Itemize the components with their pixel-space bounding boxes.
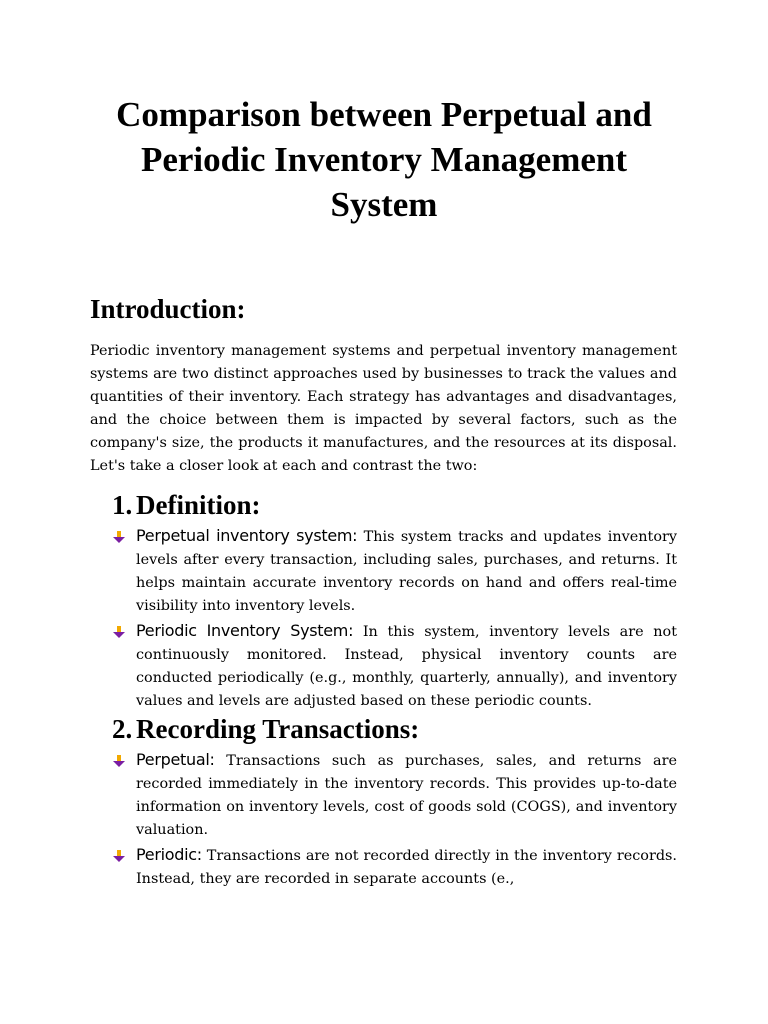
section-heading-recording-transactions bbox=[112, 712, 419, 746]
section-number: 2. bbox=[112, 714, 133, 744]
introduction-heading: Introduction: bbox=[90, 294, 246, 324]
section-number: 1. bbox=[112, 490, 133, 520]
down-arrow-icon bbox=[113, 626, 125, 638]
bullet-perpetual-system bbox=[136, 524, 677, 618]
bullet-term: Perpetual: bbox=[136, 750, 215, 769]
document-title: Comparison between Perpetual and Periodic Inventory Management System bbox=[116, 95, 652, 224]
bullet-perpetual-recording bbox=[136, 748, 677, 842]
bullet-periodic-recording bbox=[136, 843, 677, 891]
down-arrow-icon bbox=[113, 531, 125, 543]
bullet-text: Transactions such as purchases, sales, and returns are recorded immediately in the inventory records. This provides up-to-date information on inventory levels, cost of goods sold (COGS), and inventory valuation. bbox=[136, 753, 677, 839]
section-heading-definition bbox=[112, 488, 261, 522]
bullet-text: Transactions are not recorded directly in the inventory records. Instead, they are recorded in separate accounts (e., bbox=[136, 848, 677, 888]
section-title: Definition: bbox=[136, 490, 261, 520]
bullet-term: Periodic: bbox=[136, 845, 202, 864]
section-title: Recording Transactions: bbox=[136, 714, 420, 744]
bullet-term: Perpetual inventory system: bbox=[136, 526, 358, 545]
bullet-term: Periodic Inventory System: bbox=[136, 621, 354, 640]
down-arrow-icon bbox=[113, 850, 125, 862]
bullet-periodic-system bbox=[136, 619, 677, 713]
introduction-paragraph: Periodic inventory management systems and perpetual inventory management systems are two distinct approaches used by businesses to track the values and quantities of their inventory. Each strategy has advantages and disadvantages, and the choice between them is impacted by several factors, such as the company's size, the products it manufactures, and the resources at its disposal. Let's take a closer look at each and contrast the two: bbox=[90, 343, 677, 475]
down-arrow-icon bbox=[113, 755, 125, 767]
bullet-text: This system tracks and updates inventory levels after every transaction, including sales, purchases, and returns. It helps maintain accurate inventory records on hand and offers real-time visibility into inventory levels. bbox=[136, 529, 677, 615]
bullet-text: In this system, inventory levels are not continuously monitored. Instead, physical inventory counts are conducted periodically (e.g., monthly, quarterly, annually), and inventory values and levels are adjusted based on these periodic counts. bbox=[136, 624, 677, 710]
